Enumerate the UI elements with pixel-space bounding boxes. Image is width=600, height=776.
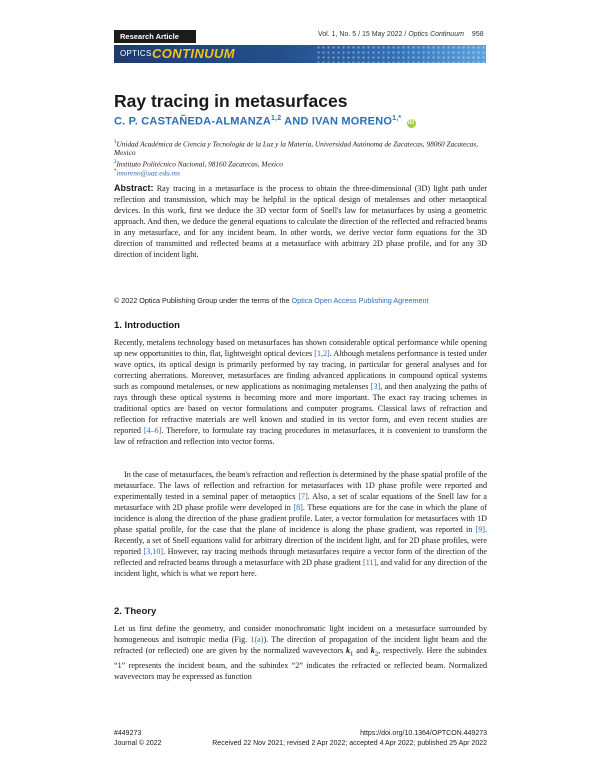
citation-link[interactable]: [4–6]: [143, 426, 162, 436]
wavevector-k1: k: [345, 646, 351, 656]
footer-doi[interactable]: https://doi.org/10.1364/OPTCON.449273: [360, 730, 487, 737]
journal-name: Optics Continuum: [408, 31, 464, 38]
footer-journal-year: Journal © 2022: [114, 740, 162, 747]
text-run: . Therefore, to formulate ray tracing procedures in metasurfaces, it is convenient to transform the law of refraction and reflection into vector forms.: [114, 426, 487, 447]
page-number: 958: [471, 31, 484, 38]
copyright-text: © 2022 Optica Publishing Group under the terms of the: [114, 296, 292, 305]
text-run: In the case of metasurfaces, the beam's refraction and reflection is determined by the phase spatial profile of the metasurface. The laws of reflection and refraction for metasurfaces with 1D phase profile were reported and experimentally tested in a seminal paper of metaoptics: [114, 470, 487, 502]
volume-info: Vol. 1, No. 5 / 15 May 2022 /: [318, 31, 409, 38]
text-run: . These equations are for the case in which the plane of incidence is along the direction of the phase gradient profile. Later, a vector formulation for metasurfaces with 1D phase spatial profile, for the case that the plane of incidence is along the phase gradient, was reported in: [114, 503, 487, 535]
abstract-label: Abstract:: [114, 183, 154, 193]
text-run: . Also, a set of scalar equations of the Snell law for a metasurface with 2D phase profile were developed in: [114, 492, 487, 513]
author-1[interactable]: C. P. CASTAÑEDA-ALMANZA: [114, 115, 271, 128]
text-run: . However, ray tracing methods through metasurfaces require a vector form of the direction of the reflected and refracted beams through a metasurface with 2D phase gradient: [114, 547, 487, 568]
affiliation-2-text: Instituto Politécnico Nacional, 98160 Zacatecas, Mexico: [116, 159, 283, 169]
author-list: [114, 115, 416, 128]
wavevector-k1-sub: 1: [350, 650, 354, 658]
text-run: and: [353, 646, 371, 656]
author-2-affil: 1,*: [392, 115, 402, 122]
section-heading-theory: 2. Theory: [114, 606, 157, 617]
figure-link[interactable]: 1(a): [250, 635, 264, 645]
intro-paragraph-2: [114, 469, 487, 579]
corresponding-email: [114, 167, 494, 177]
text-run: . Although metalens performance is tested under wave optics, its optical design is primarily performed by ray tracing, in particular for general analyses and for correcting aberrations. Moreover, metasurfaces are finding advanced applications in compound optical systems such as compound metalenses, or new applications as nonimaging metalenses: [114, 349, 487, 392]
journal-info: [318, 31, 484, 38]
abstract: [114, 183, 487, 260]
footer-received: Received 22 Nov 2021; revised 2 Apr 2022; accepted 4 Apr 2022; published 25 Apr 2022: [212, 740, 487, 747]
author-2[interactable]: IVAN MORENO: [311, 115, 393, 128]
affiliation-1: [114, 138, 494, 157]
theory-paragraph-1: [114, 623, 487, 682]
article-type-label: Research Article: [114, 30, 196, 43]
email-link[interactable]: imoreno@uaz.edu.mx: [116, 168, 181, 178]
email-sup: *: [114, 169, 117, 174]
citation-link[interactable]: [7]: [298, 492, 308, 502]
citation-link[interactable]: [9]: [475, 525, 485, 535]
text-run: , and then analyzing the paths of rays through these optical systems is becoming more and more important. The exact ray tracing schemes in traditional optics are based on vector formulations and computer programs. Classical laws of refraction and reflection for refractive materials are well known and studied in its vector form, and even recent studies are reported: [114, 382, 487, 436]
section-heading-introduction: 1. Introduction: [114, 320, 180, 331]
wavevector-k2: k: [370, 646, 375, 656]
text-run: , and valid for any direction of the incident light, which is what we report here.: [114, 558, 487, 579]
abstract-text: Ray tracing in a metasurface is the process to obtain the three-dimensional (3D) light path under reflection and transmission, which may be helpful in the optical design of metalenses and other metaoptical devices. In this work, first we deduce the 3D vector form of Snell's law for metasurfaces by using a geometric approach. And then, we deduce the general equations to calculate the direction of the reflected and refracted beams in any metasurface, and for any incident beam. In other words, we derive vector form equations for the 3D direction of transmitted and reflected beams at a metasurface with arbitrary 2D phase profile, and for any 3D direction of incident light.: [114, 184, 487, 260]
footer-article-id: #449273: [114, 730, 142, 737]
citation-link[interactable]: [1,2]: [314, 349, 330, 359]
copyright-line: [114, 296, 429, 305]
wavevector-k2-sub: 2: [374, 650, 379, 658]
author-connector: AND: [284, 115, 309, 128]
text-run: ). The direction of propagation of the incident light beam and the refracted (or reflected) one are given by the normalized wavevectors: [114, 635, 487, 656]
text-run: Let us first define the geometry, and consider monochromatic light incident on a metasurface surrounded by homogeneous and isotropic media (Fig.: [114, 624, 487, 645]
intro-paragraph-1: [114, 337, 487, 447]
affiliation-1-text: Unidad Académica de Ciencia y Tecnología de la Luz y la Materia, Universidad Autónoma de Zacatecas, 98060 Zacatecas, Mexico: [114, 139, 478, 158]
affiliation-2-sup: 2: [114, 160, 117, 165]
citation-link[interactable]: [11]: [363, 558, 377, 568]
banner-pattern: [316, 45, 486, 63]
text-run: Recently, metalens technology based on metasurfaces has shown considerable optical performance while opening up new opportunities to thin, flat, lightweight optical devices: [114, 338, 487, 359]
author-1-affil: 1,2: [270, 115, 282, 122]
citation-link[interactable]: [8]: [293, 503, 303, 513]
license-link[interactable]: Optica Open Access Publishing Agreement: [291, 296, 429, 305]
brand-name: CONTINUUM: [152, 46, 236, 61]
orcid-icon[interactable]: iD: [407, 119, 415, 126]
text-run: . Recently, a set of Snell equations valid for arbitrary direction of the incident light, and for 2D phase profiles, were reported: [114, 525, 487, 557]
affiliation-1-sup: 1: [114, 140, 117, 145]
citation-link[interactable]: [3]: [370, 382, 381, 392]
text-run: , respectively. Here the subindex “1” represents the incident beam, and the subindex “2” indicates the refracted or reflected beam. Normalized wavevectors may be expressed as function: [114, 646, 488, 681]
brand-prefix: OPTICS: [120, 49, 152, 58]
journal-banner: [114, 45, 486, 63]
citation-link[interactable]: [3,10]: [143, 547, 164, 557]
article-title: Ray tracing in metasurfaces: [114, 91, 348, 111]
